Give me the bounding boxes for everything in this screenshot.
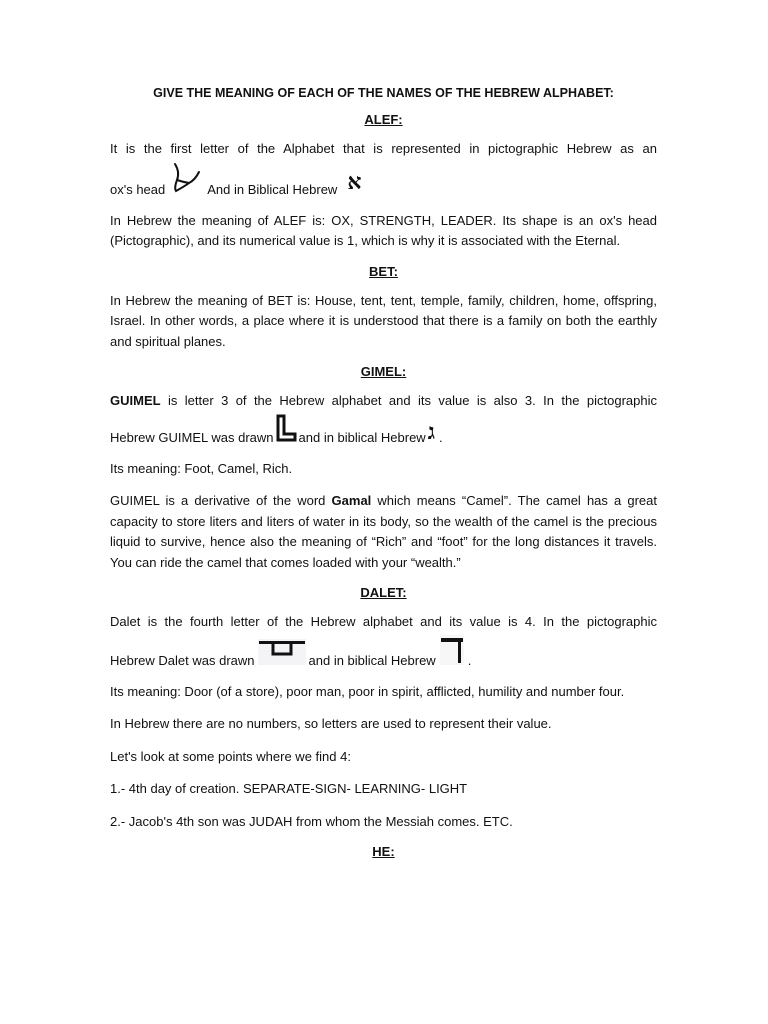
gimel-paragraph-2 (110, 491, 657, 573)
alef-paragraph-1-line-1: It is the first letter of the Alphabet that is represented in pictographic Hebrew as an (110, 141, 657, 156)
gimel-text-a: Hebrew GUIMEL was drawn (110, 429, 274, 445)
alef-biblical-glyph: א (347, 168, 362, 195)
dalet-text-a: Hebrew Dalet was drawn (110, 652, 255, 668)
alef-paragraph-1-line-2 (110, 162, 657, 197)
door-pictograph-icon (258, 639, 306, 668)
dalet-paragraph-1-line-2 (110, 635, 657, 668)
bet-heading: BET: (369, 263, 398, 279)
gimel-text-b: and in biblical Hebrew (298, 429, 426, 445)
gimel-period: . (438, 429, 443, 445)
gimel-paragraph-1-line-1 (110, 391, 657, 412)
gimel-paragraph-1-line-2 (110, 414, 657, 445)
dalet-biblical-glyph-icon (440, 635, 464, 668)
dalet-paragraph-1-line-1: Dalet is the fourth letter of the Hebrew alphabet and its value is 4. In the pictographic (110, 614, 657, 629)
dalet-text-b: and in biblical Hebrew (308, 652, 436, 668)
gimel-heading: GIMEL: (360, 364, 407, 379)
alef-heading: ALEF: (364, 112, 403, 127)
dalet-heading: DALET: (360, 585, 407, 600)
gimel-paragraph-1-rest: is letter 3 of the Hebrew alphabet and its value is also 3. In the pictographic (160, 393, 657, 408)
dalet-paragraph-3: Let's look at some points where we find 4: (110, 748, 351, 764)
bet-paragraph-1: In Hebrew the meaning of BET is: House, tent, tent, temple, family, children, home, offspring, Israel. In other words, a place where it is understood that there is a family on both the earthly and spiritual planes. (110, 292, 657, 349)
dalet-meaning: Its meaning: Door (of a store), poor man, poor in spirit, afflicted, humility and number four. (110, 683, 625, 699)
dalet-list-item-2: 2.- Jacob's 4th son was JUDAH from whom the Messiah comes. ETC. (110, 813, 513, 829)
dalet-list-item-1: 1.- 4th day of creation. SEPARATE-SIGN- LEARNING- LIGHT (110, 781, 468, 796)
alef-paragraph-2: In Hebrew the meaning of ALEF is: OX, STRENGTH, LEADER. Its shape is an ox's head (Pictographic), and its numerical value is 1, which is why it is associated with the Eternal. (110, 212, 657, 248)
dalet-period: . (467, 652, 472, 668)
gimel-bold-word: GUIMEL (110, 393, 161, 408)
gimel-biblical-glyph: ג (427, 418, 435, 445)
dalet-paragraph-2: In Hebrew there are no numbers, so letters are used to represent their value. (110, 716, 552, 731)
ox-head-pictograph-icon (171, 162, 201, 197)
gimel-meaning: Its meaning: Foot, Camel, Rich. (110, 460, 293, 476)
gimel-p2-a: GUIMEL is a derivative of the word (110, 493, 332, 508)
document-page (110, 86, 657, 871)
gamal-bold-word: Gamal (331, 493, 372, 508)
gimel-p2-b: which means “Camel”. The camel has a great capacity to store liters and liters of water in its body, so the wealth of the camel is the precious liquid to survive, hence also the meaning of “Rich” and “foot” for the long distances it travels. You can ride the camel that comes loaded with your “wealth.” (110, 493, 657, 570)
he-heading: HE: (372, 844, 395, 859)
alef-text-b: And in Biblical Hebrew (207, 181, 338, 197)
document-title: GIVE THE MEANING OF EACH OF THE NAMES OF THE HEBREW ALPHABET: (153, 86, 614, 100)
gimel-pictograph-icon (275, 414, 297, 445)
alef-text-a: ox's head (110, 181, 166, 197)
